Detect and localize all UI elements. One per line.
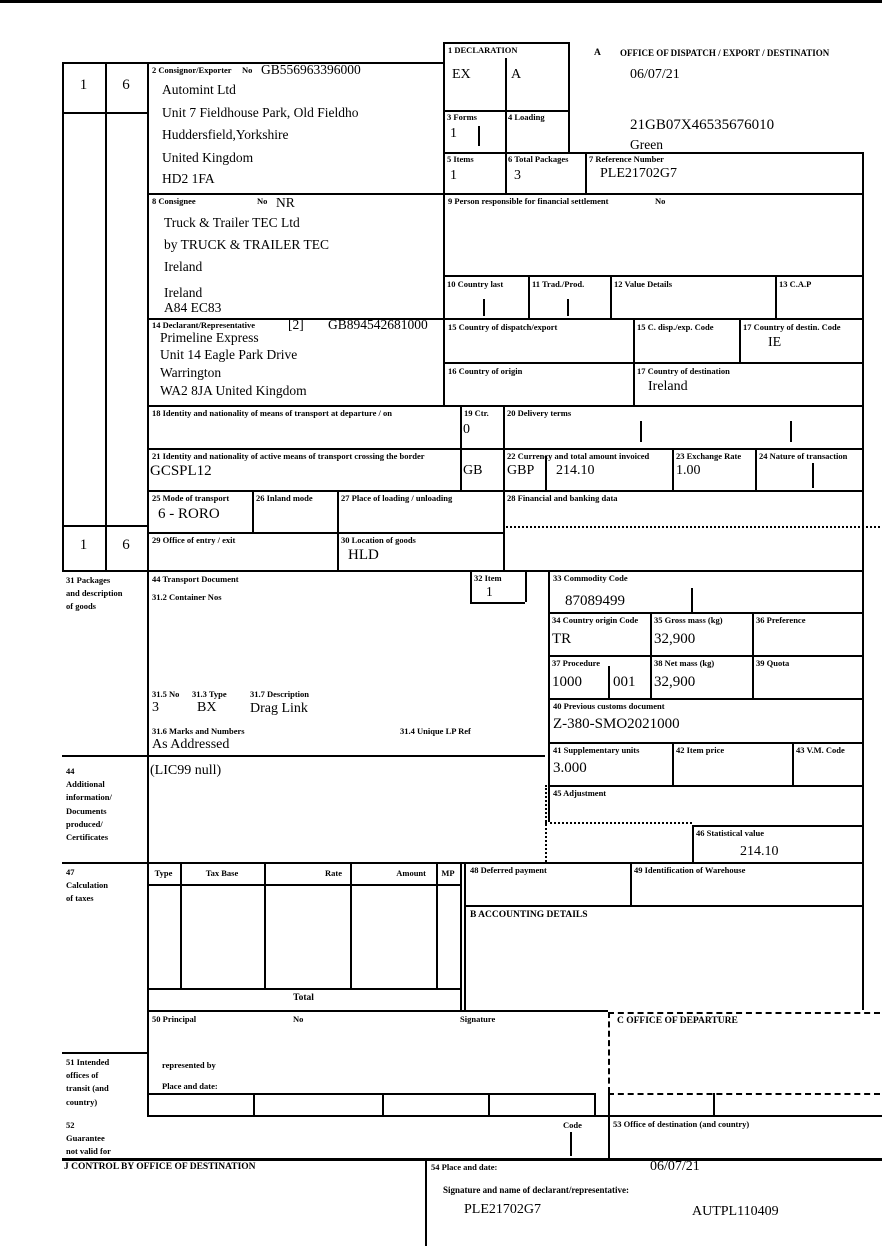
items-count: 1 — [450, 168, 457, 183]
consignor-address-line: Huddersfield,Yorkshire — [162, 127, 289, 142]
box46-label: 46 Statistical value — [696, 828, 764, 838]
invoice-amount: 214.10 — [556, 463, 595, 478]
copy-number: 6 — [122, 77, 130, 93]
declaration-subtype: A — [511, 67, 522, 82]
copy-number: 1 — [79, 537, 88, 553]
box43-label: 43 V.M. Code — [796, 745, 845, 755]
box31-2-label: 31.2 Container Nos — [152, 592, 222, 602]
divider — [464, 905, 862, 907]
divider — [147, 1115, 882, 1117]
box18-label: 18 Identity and nationality of means of transport at departure / on — [152, 408, 392, 418]
officeA-title: OFFICE OF DISPATCH / EXPORT / DESTINATION — [620, 48, 830, 58]
gross-mass: 32,900 — [654, 631, 696, 647]
box29-label: 29 Office of entry / exit — [152, 535, 236, 545]
divider — [382, 1093, 384, 1115]
divider — [147, 532, 503, 534]
divider — [62, 1052, 147, 1054]
divider — [505, 58, 507, 110]
consignor-eori: GB556963396000 — [261, 62, 361, 77]
item-number: 1 — [486, 584, 493, 599]
divider — [568, 42, 570, 152]
box9-no-label: No — [655, 196, 666, 206]
copy-number: 1 — [79, 77, 88, 93]
divider — [792, 742, 794, 785]
divider — [608, 1093, 880, 1095]
package-type: BX — [197, 700, 217, 715]
box7-label: 7 Reference Number — [589, 154, 664, 164]
box30-label: 30 Location of goods — [341, 535, 416, 545]
box31-4-label: 31.4 Unique LP Ref — [400, 726, 471, 736]
box6-label: 6 Total Packages — [508, 154, 569, 164]
signature-name-label: Signature and name of declarant/representative: — [443, 1185, 629, 1195]
divider — [692, 825, 862, 827]
divider — [253, 1093, 255, 1115]
divider — [608, 1012, 610, 1093]
divider — [713, 1093, 715, 1115]
box45-label: 45 Adjustment — [553, 788, 607, 798]
divider — [503, 526, 880, 528]
box24-label: 24 Nature of transaction — [759, 451, 848, 461]
tax-total-label: Total — [293, 993, 314, 1003]
consignee-id: NR — [276, 195, 295, 210]
divider — [443, 275, 862, 277]
box40-label: 40 Previous customs document — [553, 701, 665, 711]
tax-col-tax-base: Tax Base — [205, 868, 239, 878]
divider — [633, 318, 635, 405]
procedure-code-extra: 001 — [613, 674, 636, 690]
copy-number: 6 — [122, 537, 130, 553]
dispatch-date: 06/07/21 — [630, 67, 680, 82]
destination-country: Ireland — [648, 379, 688, 394]
exchange-rate: 1.00 — [676, 463, 701, 478]
total-packages: 3 — [514, 168, 521, 183]
divider — [608, 666, 610, 698]
divider — [62, 62, 64, 570]
box50-label: 50 Principal — [152, 1014, 197, 1024]
declarant-reference: PLE21702G7 — [464, 1202, 541, 1217]
declarant-address-line: WA2 8JA United Kingdom — [160, 383, 307, 398]
box26-label: 26 Inland mode — [256, 493, 313, 503]
consignee-address-line: Ireland — [164, 259, 203, 274]
divider — [350, 862, 352, 988]
box52-label: 52 Guarantee not valid for — [66, 1120, 111, 1157]
box54-label: 54 Place and date: — [431, 1162, 498, 1172]
divider — [548, 742, 862, 744]
routing-status: Green — [630, 137, 663, 152]
divider — [503, 405, 505, 570]
divider — [610, 275, 612, 318]
divider — [862, 152, 864, 1010]
divider — [692, 825, 694, 862]
officeA-prefix: A — [594, 48, 601, 58]
box33-label: 33 Commodity Code — [553, 573, 628, 583]
box31-5-label: 31.5 No — [152, 689, 180, 699]
container-flag: 0 — [463, 422, 470, 437]
divider — [545, 822, 692, 824]
box16-label: 16 Country of origin — [448, 366, 523, 376]
divider — [443, 42, 445, 405]
represented-by-label: represented by — [162, 1060, 216, 1070]
divider — [672, 448, 674, 490]
declarant-signature-name: AUTPL110409 — [692, 1204, 779, 1219]
tick-mark — [691, 588, 693, 612]
divider — [147, 62, 149, 1115]
tick-mark — [812, 463, 814, 488]
box50-no-label: No — [293, 1014, 304, 1024]
additional-information: (LIC99 null) — [150, 763, 222, 778]
divider — [105, 62, 107, 570]
goods-location: HLD — [348, 547, 379, 563]
declarant-eori: GB894542681000 — [328, 317, 428, 332]
tick-mark — [483, 299, 485, 316]
divider — [739, 318, 741, 362]
box21-label: 21 Identity and nationality of active means of transport crossing the border — [152, 451, 425, 461]
box8-no-label: No — [257, 196, 268, 206]
divider — [752, 612, 754, 698]
box37-label: 37 Procedure — [552, 658, 601, 668]
divider — [548, 570, 550, 822]
divider — [488, 1093, 490, 1115]
divider — [147, 988, 460, 990]
accounting-details-heading: B ACCOUNTING DETAILS — [470, 910, 588, 920]
box12-label: 12 Value Details — [614, 279, 673, 289]
box42-label: 42 Item price — [676, 745, 725, 755]
divider — [755, 448, 757, 490]
box23-label: 23 Exchange Rate — [676, 451, 742, 461]
divider — [436, 862, 438, 988]
box48-label: 48 Deferred payment — [470, 865, 547, 875]
divider — [147, 1093, 594, 1095]
box53-label: 53 Office of destination (and country) — [613, 1119, 750, 1129]
divider — [528, 275, 530, 318]
divider — [594, 1093, 596, 1115]
consignor-address-line: Unit 7 Fieldhouse Park, Old Fieldho — [162, 105, 359, 120]
movement-reference-number: 21GB07X46535676010 — [630, 117, 775, 133]
divider — [548, 612, 862, 614]
divider — [545, 785, 547, 862]
box20-label: 20 Delivery terms — [507, 408, 572, 418]
box49-label: 49 Identification of Warehouse — [634, 865, 746, 875]
control-by-destination-heading: J CONTROL BY OFFICE OF DESTINATION — [64, 1162, 256, 1172]
divider — [505, 110, 507, 193]
tick-mark — [640, 421, 642, 442]
tick-mark — [567, 299, 569, 316]
transport-identity: GCSPL12 — [150, 463, 212, 479]
box50-signature-label: Signature — [460, 1014, 496, 1024]
box25-label: 25 Mode of transport — [152, 493, 230, 503]
box51-label: 51 Intended offices of transit (and country) — [66, 1057, 110, 1107]
divider — [252, 490, 254, 532]
divider — [460, 405, 462, 490]
box5-label: 5 Items — [447, 154, 474, 164]
box2-no-label: No — [242, 65, 253, 75]
divider — [672, 742, 674, 785]
divider — [548, 655, 862, 657]
mode-of-transport: 6 - RORO — [158, 506, 220, 522]
net-mass: 32,900 — [654, 674, 696, 690]
divider — [775, 275, 777, 318]
divider — [62, 570, 862, 572]
divider — [62, 755, 545, 757]
divider — [548, 785, 862, 787]
box19-label: 19 Ctr. — [464, 408, 489, 418]
tax-col-type: Type — [154, 868, 173, 878]
divider — [548, 698, 862, 700]
box14-label: 14 Declarant/Representative — [152, 320, 255, 330]
procedure-code: 1000 — [552, 674, 582, 690]
box13-label: 13 C.A.P — [779, 279, 812, 289]
box38-label: 38 Net mass (kg) — [654, 658, 715, 668]
tax-col-mp: MP — [441, 868, 455, 878]
statistical-value: 214.10 — [740, 844, 779, 859]
box11-label: 11 Trad./Prod. — [532, 279, 585, 289]
box3-label: 3 Forms — [447, 112, 477, 122]
divider — [337, 490, 339, 570]
divider — [62, 1158, 882, 1161]
consignor-address-line: United Kingdom — [162, 150, 254, 165]
tick-mark — [790, 421, 792, 442]
consignee-name: Truck & Trailer TEC Ltd — [164, 215, 300, 230]
box17-label: 17 Country of destination — [637, 366, 730, 376]
box9-label: 9 Person responsible for financial settlement — [448, 196, 609, 206]
divider — [460, 862, 462, 1010]
box31-label: 31 Packages and description of goods — [66, 575, 123, 612]
divider — [147, 1010, 608, 1012]
box27-label: 27 Place of loading / unloading — [341, 493, 453, 503]
box10-label: 10 Country last — [447, 279, 504, 289]
box35-label: 35 Gross mass (kg) — [654, 615, 723, 625]
box41-label: 41 Supplementary units — [553, 745, 640, 755]
divider — [608, 1012, 880, 1014]
divider — [443, 362, 862, 364]
goods-description: Drag Link — [250, 701, 308, 716]
divider — [147, 193, 862, 195]
supplementary-units: 3.000 — [553, 760, 587, 776]
declarant-address-line: Warrington — [160, 365, 222, 380]
invoice-currency: GBP — [507, 463, 535, 478]
packages-count: 3 — [152, 700, 159, 715]
declarant-name: Primeline Express — [160, 330, 259, 345]
divider — [470, 570, 472, 602]
tax-col-amount: Amount — [396, 868, 426, 878]
box44-label: 44 Additional information/ Documents produced/ Certificates — [66, 766, 112, 842]
box39-label: 39 Quota — [756, 658, 790, 668]
tax-col-rate: Rate — [325, 868, 342, 878]
consignor-name: Automint Ltd — [162, 82, 236, 97]
box1-label: 1 DECLARATION — [448, 45, 518, 55]
box28-label: 28 Financial and banking data — [507, 493, 618, 503]
box2-label: 2 Consignor/Exporter — [152, 65, 232, 75]
forms-count: 1 — [450, 126, 457, 141]
box15a-label: 15 Country of dispatch/export — [448, 322, 558, 332]
divider — [62, 62, 443, 64]
divider — [470, 602, 525, 604]
consignor-postcode: HD2 1FA — [162, 171, 215, 186]
box8-label: 8 Consignee — [152, 196, 196, 206]
consignee-postcode: A84 EC83 — [164, 300, 222, 315]
place-and-date-label: Place and date: — [162, 1081, 218, 1091]
box44t-label: 44 Transport Document — [152, 574, 239, 584]
box36-label: 36 Preference — [756, 615, 806, 625]
box4-label: 4 Loading — [508, 112, 545, 122]
previous-document: Z-380-SMO2021000 — [553, 716, 680, 732]
divider — [464, 862, 466, 1010]
reference-number: PLE21702G7 — [600, 166, 677, 181]
tick-mark — [478, 126, 480, 146]
declaration-date: 06/07/21 — [650, 1159, 700, 1174]
commodity-code: 87089499 — [565, 593, 625, 609]
tick-mark — [570, 1132, 572, 1156]
divider — [0, 0, 882, 3]
declaration-type: EX — [452, 67, 471, 82]
box52-code-label: Code — [563, 1120, 582, 1130]
box31-3-label: 31.3 Type — [192, 689, 227, 699]
box15b-label: 15 C. disp./exp. Code — [637, 322, 714, 332]
box47-label: 47 Calculation of taxes — [66, 867, 109, 904]
box17c-label: 17 Country of destin. Code — [743, 322, 841, 332]
divider — [62, 862, 862, 864]
box34-label: 34 Country origin Code — [552, 615, 639, 625]
transport-nationality: GB — [463, 463, 483, 478]
destination-country-code: IE — [768, 335, 782, 350]
box31-6-label: 31.6 Marks and Numbers — [152, 726, 245, 736]
divider — [264, 862, 266, 988]
consignee-address-line: by TRUCK & TRAILER TEC — [164, 237, 330, 252]
origin-country-code: TR — [552, 631, 572, 647]
office-of-departure-heading: C OFFICE OF DEPARTURE — [617, 1016, 738, 1026]
divider — [180, 862, 182, 988]
divider — [650, 612, 652, 698]
declarant-address-line: Unit 14 Eagle Park Drive — [160, 347, 298, 362]
divider — [147, 884, 460, 886]
divider — [425, 1158, 427, 1246]
box22-label: 22 Currency and total amount invoiced — [507, 451, 650, 461]
consignee-address-line: Ireland — [164, 285, 203, 300]
divider — [525, 570, 527, 602]
box32-label: 32 Item — [474, 573, 502, 583]
divider — [585, 152, 587, 193]
box31-7-label: 31.7 Description — [250, 689, 310, 699]
divider — [630, 862, 632, 905]
divider — [443, 42, 568, 44]
marks-and-numbers: As Addressed — [152, 737, 230, 752]
divider — [608, 1093, 610, 1158]
representative-code: [2] — [288, 317, 304, 332]
